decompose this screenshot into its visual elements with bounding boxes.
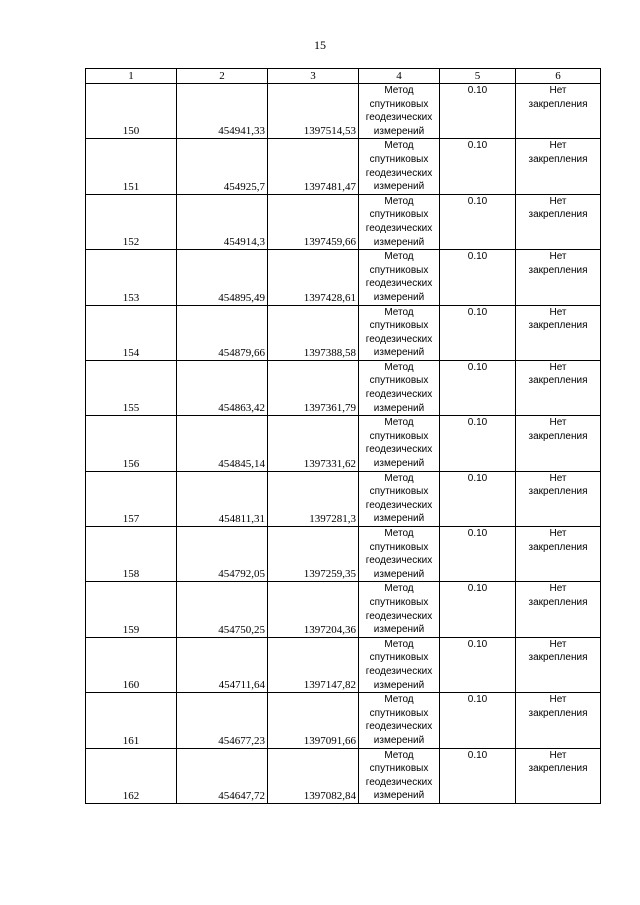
method-cell (359, 416, 440, 471)
accuracy-value: 0.10 (440, 360, 516, 415)
fixing-line: Нет (549, 749, 567, 761)
method-line: геодезических (365, 555, 433, 567)
x-coordinate: 454845,14 (177, 416, 268, 471)
method-line: измерений (373, 734, 425, 746)
fixing-line: закрепления (528, 596, 588, 608)
fixing-line: Нет (549, 306, 567, 318)
page-number: 15 (314, 38, 326, 52)
fixing-line: закрепления (528, 541, 588, 553)
fixing-cell (516, 250, 601, 305)
method-cell (359, 527, 440, 582)
accuracy-value: 0.10 (440, 748, 516, 803)
method-line: геодезических (365, 610, 433, 622)
method-line: спутниковых (369, 541, 429, 553)
column-header: 3 (268, 69, 359, 84)
table-row (86, 471, 601, 526)
method-line: геодезических (365, 499, 433, 511)
method-line: спутниковых (369, 209, 429, 221)
x-coordinate: 454711,64 (177, 637, 268, 692)
table-row (86, 693, 601, 748)
accuracy-value: 0.10 (440, 305, 516, 360)
method-line: измерений (373, 236, 425, 248)
x-coordinate: 454863,42 (177, 360, 268, 415)
point-number: 150 (86, 84, 177, 139)
method-line: измерений (373, 568, 425, 580)
accuracy-value: 0.10 (440, 527, 516, 582)
y-coordinate: 1397361,79 (268, 360, 359, 415)
column-header: 1 (86, 69, 177, 84)
method-line: геодезических (365, 222, 433, 234)
method-line: Метод (384, 417, 414, 429)
method-line: измерений (373, 402, 425, 414)
fixing-line: закрепления (528, 209, 588, 221)
y-coordinate: 1397514,53 (268, 84, 359, 139)
accuracy-value: 0.10 (440, 582, 516, 637)
fixing-line: закрепления (528, 375, 588, 387)
fixing-line: закрепления (528, 763, 588, 775)
fixing-line: Нет (549, 472, 567, 484)
point-number: 162 (86, 748, 177, 803)
x-coordinate: 454811,31 (177, 471, 268, 526)
table-header (86, 69, 601, 84)
point-number: 156 (86, 416, 177, 471)
method-line: спутниковых (369, 320, 429, 332)
point-number: 159 (86, 582, 177, 637)
method-line: измерений (373, 679, 425, 691)
method-line: спутниковых (369, 763, 429, 775)
fixing-line: закрепления (528, 486, 588, 498)
fixing-line: Нет (549, 694, 567, 706)
method-line: геодезических (365, 333, 433, 345)
fixing-cell (516, 637, 601, 692)
table-row (86, 582, 601, 637)
fixing-line: закрепления (528, 430, 588, 442)
method-line: измерений (373, 790, 425, 802)
fixing-line: Нет (549, 528, 567, 539)
column-header: 2 (177, 69, 268, 84)
fixing-line: закрепления (528, 153, 588, 165)
method-line: Метод (384, 306, 414, 318)
method-line: Метод (384, 638, 414, 650)
method-line: спутниковых (369, 430, 429, 442)
method-line: геодезических (365, 389, 433, 401)
method-line: измерений (373, 181, 425, 193)
fixing-line: Нет (549, 251, 567, 263)
point-number: 153 (86, 250, 177, 305)
fixing-cell (516, 360, 601, 415)
method-line: Метод (384, 472, 414, 484)
method-line: Метод (384, 694, 414, 706)
fixing-line: Нет (549, 583, 567, 595)
table-row (86, 84, 601, 139)
table-row (86, 194, 601, 249)
table-body (86, 84, 601, 804)
x-coordinate: 454941,33 (177, 84, 268, 139)
fixing-cell (516, 84, 601, 139)
method-line: спутниковых (369, 707, 429, 719)
y-coordinate: 1397459,66 (268, 194, 359, 249)
method-line: Метод (384, 85, 414, 96)
y-coordinate: 1397428,61 (268, 250, 359, 305)
x-coordinate: 454647,72 (177, 748, 268, 803)
point-number: 157 (86, 471, 177, 526)
fixing-line: Нет (549, 638, 567, 650)
method-line: спутниковых (369, 264, 429, 276)
fixing-cell (516, 194, 601, 249)
accuracy-value: 0.10 (440, 416, 516, 471)
method-line: геодезических (365, 776, 433, 788)
table-row (86, 360, 601, 415)
method-line: Метод (384, 749, 414, 761)
accuracy-value: 0.10 (440, 194, 516, 249)
method-cell (359, 360, 440, 415)
method-cell (359, 84, 440, 139)
fixing-line: Нет (549, 140, 567, 152)
table-row (86, 139, 601, 194)
fixing-cell (516, 527, 601, 582)
method-line: спутниковых (369, 652, 429, 664)
x-coordinate: 454792,05 (177, 527, 268, 582)
table-row (86, 748, 601, 803)
method-line: спутниковых (369, 153, 429, 165)
method-cell (359, 582, 440, 637)
method-line: геодезических (365, 721, 433, 733)
y-coordinate: 1397082,84 (268, 748, 359, 803)
table-row (86, 637, 601, 692)
fixing-line: закрепления (528, 98, 588, 110)
fixing-cell (516, 416, 601, 471)
y-coordinate: 1397481,47 (268, 139, 359, 194)
accuracy-value: 0.10 (440, 471, 516, 526)
fixing-cell (516, 693, 601, 748)
point-number: 161 (86, 693, 177, 748)
point-number: 152 (86, 194, 177, 249)
y-coordinate: 1397259,35 (268, 527, 359, 582)
point-number: 158 (86, 527, 177, 582)
method-line: спутниковых (369, 596, 429, 608)
point-number: 155 (86, 360, 177, 415)
table-row (86, 305, 601, 360)
method-cell (359, 194, 440, 249)
method-cell (359, 637, 440, 692)
fixing-cell (516, 748, 601, 803)
method-line: измерений (373, 513, 425, 525)
fixing-cell (516, 471, 601, 526)
method-cell (359, 693, 440, 748)
point-number: 151 (86, 139, 177, 194)
x-coordinate: 454925,7 (177, 139, 268, 194)
method-cell (359, 139, 440, 194)
point-number: 154 (86, 305, 177, 360)
accuracy-value: 0.10 (440, 693, 516, 748)
method-line: геодезических (365, 278, 433, 290)
method-line: Метод (384, 251, 414, 263)
header-row (86, 69, 601, 84)
fixing-line: закрепления (528, 652, 588, 664)
method-line: Метод (384, 528, 414, 539)
table-row (86, 527, 601, 582)
method-line: спутниковых (369, 486, 429, 498)
x-coordinate: 454879,66 (177, 305, 268, 360)
method-line: геодезических (365, 665, 433, 677)
fixing-line: закрепления (528, 264, 588, 276)
coordinates-table (85, 68, 601, 804)
method-line: спутниковых (369, 98, 429, 110)
method-line: измерений (373, 458, 425, 470)
fixing-line: закрепления (528, 320, 588, 332)
method-line: геодезических (365, 112, 433, 124)
y-coordinate: 1397147,82 (268, 637, 359, 692)
fixing-line: закрепления (528, 707, 588, 719)
x-coordinate: 454750,25 (177, 582, 268, 637)
method-line: измерений (373, 347, 425, 359)
y-coordinate: 1397091,66 (268, 693, 359, 748)
method-cell (359, 250, 440, 305)
fixing-cell (516, 582, 601, 637)
x-coordinate: 454914,3 (177, 194, 268, 249)
accuracy-value: 0.10 (440, 250, 516, 305)
fixing-cell (516, 139, 601, 194)
accuracy-value: 0.10 (440, 139, 516, 194)
method-cell (359, 305, 440, 360)
point-number: 160 (86, 637, 177, 692)
method-line: Метод (384, 195, 414, 207)
y-coordinate: 1397204,36 (268, 582, 359, 637)
accuracy-value: 0.10 (440, 637, 516, 692)
method-line: геодезических (365, 444, 433, 456)
method-line: геодезических (365, 167, 433, 179)
column-header: 6 (516, 69, 601, 84)
method-line: Метод (384, 140, 414, 152)
accuracy-value: 0.10 (440, 84, 516, 139)
x-coordinate: 454677,23 (177, 693, 268, 748)
method-cell (359, 748, 440, 803)
fixing-line: Нет (549, 195, 567, 207)
table-row (86, 250, 601, 305)
method-line: измерений (373, 624, 425, 636)
method-line: спутниковых (369, 375, 429, 387)
table-row (86, 416, 601, 471)
fixing-line: Нет (549, 417, 567, 429)
y-coordinate: 1397331,62 (268, 416, 359, 471)
fixing-line: Нет (549, 361, 567, 373)
fixing-cell (516, 305, 601, 360)
x-coordinate: 454895,49 (177, 250, 268, 305)
method-cell (359, 471, 440, 526)
y-coordinate: 1397281,3 (268, 471, 359, 526)
method-line: Метод (384, 361, 414, 373)
method-line: измерений (373, 125, 425, 137)
column-header: 5 (440, 69, 516, 84)
method-line: измерений (373, 291, 425, 303)
fixing-line: Нет (549, 85, 567, 96)
column-header: 4 (359, 69, 440, 84)
method-line: Метод (384, 583, 414, 595)
y-coordinate: 1397388,58 (268, 305, 359, 360)
